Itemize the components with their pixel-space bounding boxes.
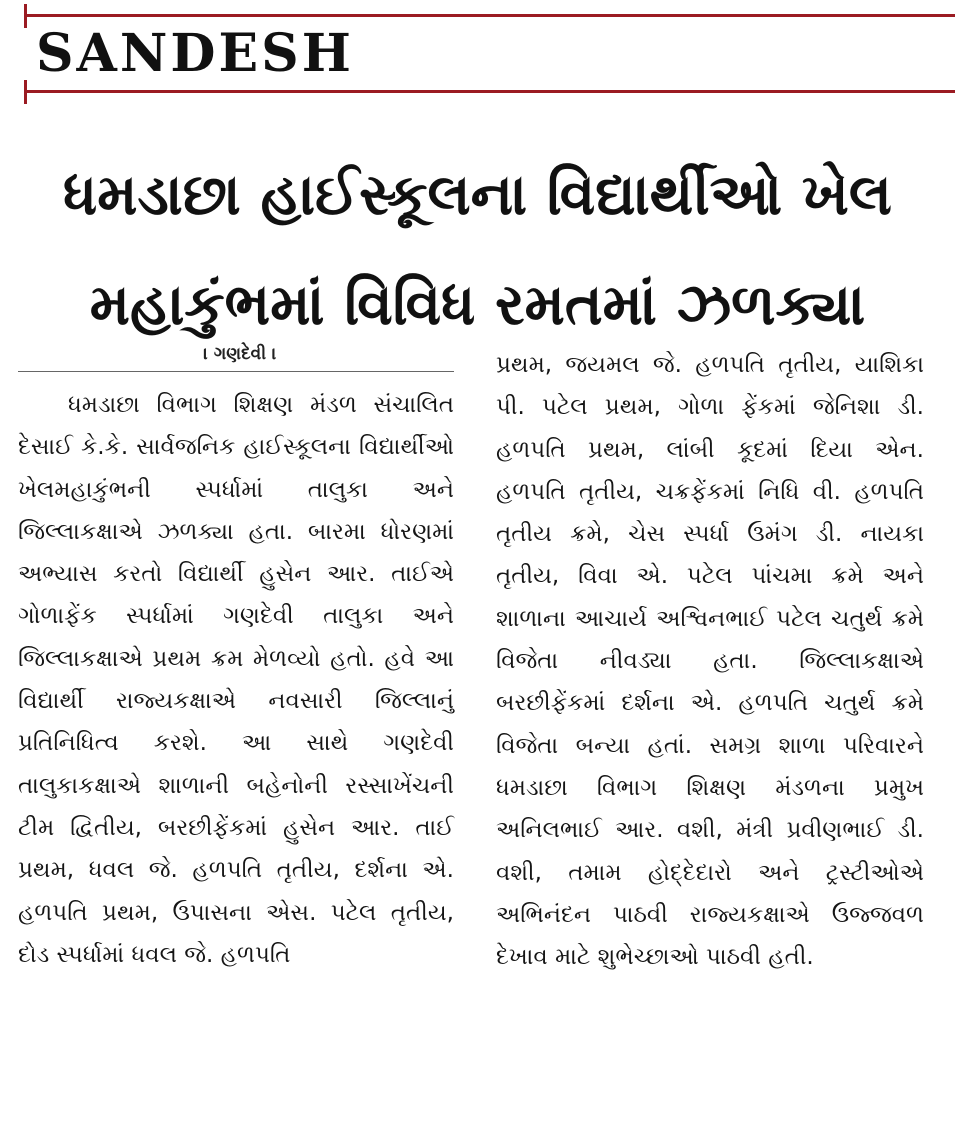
masthead-rule-bottom [24, 90, 955, 93]
dateline: । ગણદેવી । [203, 344, 277, 364]
headline-line-2: મહાકુંભમાં વિવિધ રમતમાં ઝળક્યા [89, 272, 866, 338]
column-divider [18, 371, 454, 372]
masthead-rule-top [24, 14, 955, 17]
article-headline [20, 140, 935, 360]
masthead [0, 0, 955, 100]
article-column-right: પ્રથમ, જયમલ જે. હળપતિ તૃતીય, યાશિકા પી. પટેલ પ્રથમ, ગોળા ફેંકમાં જેનિશા ડી. હળપતિ પ્રથમ, લાંબી કૂદમાં દિયા એન. હળપતિ તૃતીય, ચક્રફેંકમાં નિધિ વી. હળપતિ તૃતીય ક્રમે, ચેસ સ્પર્ધા ઉમંગ ડી. નાયકા તૃતીય, વિવા એ. પટેલ પાંચમા ક્રમે અને શાળાના આચાર્ય અશ્વિનભાઈ પટેલ ચતુર્થ ક્રમે વિજેતા નીવડ્યા હતા. જિલ્લાકક્ષાએ બરછીફેંકમાં દર્શના એ. હળપતિ ચતુર્થ ક્રમે વિજેતા બન્યા હતાં. સમગ્ર શાળા પરિવારને ધમડાછા વિભાગ શિક્ષણ મંડળના પ્રમુખ અનિલભાઈ આર. વશી, મંત્રી પ્રવીણભાઈ ડી. વશી, તમામ હોદ્દેદારો અને ટ્રસ્ટીઓએ અભિનંદન પાઠવી રાજ્યકક્ષાએ ઉજ્જવળ દેખાવ માટે શુભેચ્છાઓ પાઠવી હતી. [496, 352, 924, 971]
article-column-left: ધમડાછા વિભાગ શિક્ષણ મંડળ સંચાલિત દેસાઈ કે.કે. સાર્વજનિક હાઈસ્કૂલના વિદ્યાર્થીઓ ખેલમહાકુંભની સ્પર્ધામાં તાલુકા અને જિલ્લાકક્ષાએ ઝળક્યા હતા. બારમા ધોરણમાં અભ્યાસ કરતો વિદ્યાર્થી હુસેન આર. તાઈએ ગોળાફેંક સ્પર્ધામાં ગણદેવી તાલુકા અને જિલ્લાકક્ષાએ પ્રથમ ક્રમ મેળવ્યો હતો. હવે આ વિદ્યાર્થી રાજ્યકક્ષાએ નવસારી જિલ્લાનું પ્રતિનિધિત્વ કરશે. આ સાથે ગણદેવી તાલુકાકક્ષાએ શાળાની બહેનોની રસ્સાખેંચની ટીમ દ્વિતીય, બરછીફેંકમાં હુસેન આર. તાઈ પ્રથમ, ધવલ જે. હળપતિ તૃતીય, દર્શના એ. હળપતિ પ્રથમ, ઉપાસના એસ. પટેલ તૃતીય, દોડ સ્પર્ધામાં ધવલ જે. હળપતિ [18, 392, 454, 968]
newspaper-brand: SANDESH [36, 23, 354, 84]
headline-line-1: ધમડાછા હાઈસ્કૂલના વિદ્યાર્થીઓ ખેલ [63, 162, 892, 228]
